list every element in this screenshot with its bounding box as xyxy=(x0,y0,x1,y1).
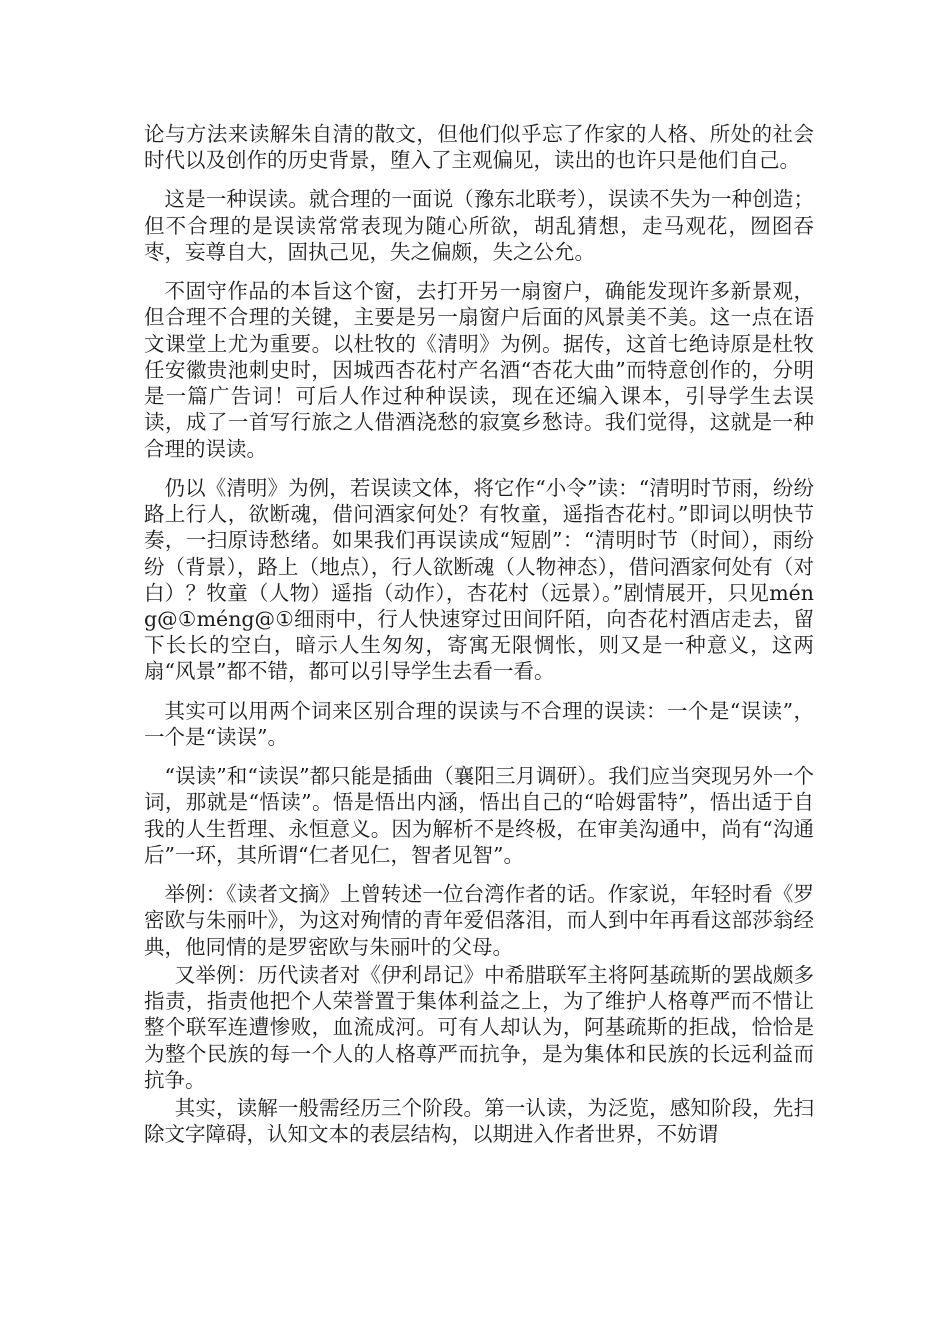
paragraph-3: 不固守作品的本旨这个窗，去打开另一扇窗户，确能发现许多新景观，但合理不合理的关键，主要是另一扇窗户后面的风景美不美。这一点在语文课堂上尤为重要。以杜牧的《清明》为例。据传，这首七绝诗原是杜牧任安徽贵池刺史时，因城西杏花村产名酒“杏花大曲”而特意创作的，分明是一篇广告词！可后人作过种种误读，现在还编入课本，引导学生去误读，成了一首写行旅之人借酒浇愁的寂寞乡愁诗。我们觉得，这就是一种合理的误读。 xyxy=(144,279,814,461)
paragraph-4: 仍以《清明》为例，若误读文体，将它作“小令”读：“清明时节雨，纷纷路上行人，欲断魂，借问酒家何处？有牧童，遥指杏花村。”即词以明快节奏，一扫原诗愁绪。如果我们再误读成“短剧”：“清明时节（时间），雨纷纷（背景），路上（地点），行人欲断魂（人物神态），借问酒家何处有（对白）？牧童（人物）遥指（动作），杏花村（远景）。”剧情展开，只见méng@①méng@①细雨中，行人快速穿过田间阡陌，向杏花村酒店走去，留下长长的空白，暗示人生匆匆，寄寓无限惆怅，则又是一种意义，这两扇“风景”都不错，都可以引导学生去看一看。 xyxy=(144,475,814,684)
paragraph-7: 举例：《读者文摘》上曾转述一位台湾作者的话。作家说，年轻时看《罗密欧与朱丽叶》，为这对殉情的青年爱侣落泪，而人到中年再看这部莎翁经典，他同情的是罗密欧与朱丽叶的父母。 xyxy=(144,882,814,959)
paragraph-1: 论与方法来读解朱自清的散文，但他们似乎忘了作家的人格、所处的社会时代以及创作的历史背景，堕入了主观偏见，读出的也许只是他们自己。 xyxy=(144,122,814,173)
paragraph-2: 这是一种误读。就合理的一面说（豫东北联考），误读不失为一种创造；但不合理的是误读常常表现为随心所欲，胡乱猜想，走马观花，囫囵吞枣，妄尊自大，固执己见，失之偏颇，失之公允。 xyxy=(144,187,814,264)
paragraph-8: 又举例：历代读者对《伊利昂记》中希腊联军主将阿基疏斯的罢战颇多指责，指责他把个人荣誉置于集体利益之上，为了维护人格尊严而不惜让整个联军连遭惨败，血流成河。可有人却认为，阿基疏斯的拒战，恰恰是为整个民族的每一个人的人格尊严而抗争，是为集体和民族的长远利益而抗争。 xyxy=(144,962,814,1092)
paragraph-9: 其实，读解一般需经历三个阶段。第一认读，为泛览，感知阶段，先扫除文字障碍，认知文本的表层结构，以期进入作者世界，不妨谓 xyxy=(144,1095,814,1147)
paragraph-5: 其实可以用两个词来区别合理的误读与不合理的误读：一个是“误读”，一个是“读误”。 xyxy=(144,698,814,749)
document-body xyxy=(144,121,814,1160)
paragraph-6: “误读”和“读误”都只能是插曲（襄阳三月调研）。我们应当突现另外一个词，那就是“悟读”。悟是悟出内涵，悟出自己的“哈姆雷特”，悟出适于自我的人生哲理、永恒意义。因为解析不是终极，在审美沟通中，尚有“沟通后”一环，其所谓“仁者见仁，智者见智”。 xyxy=(144,764,814,867)
